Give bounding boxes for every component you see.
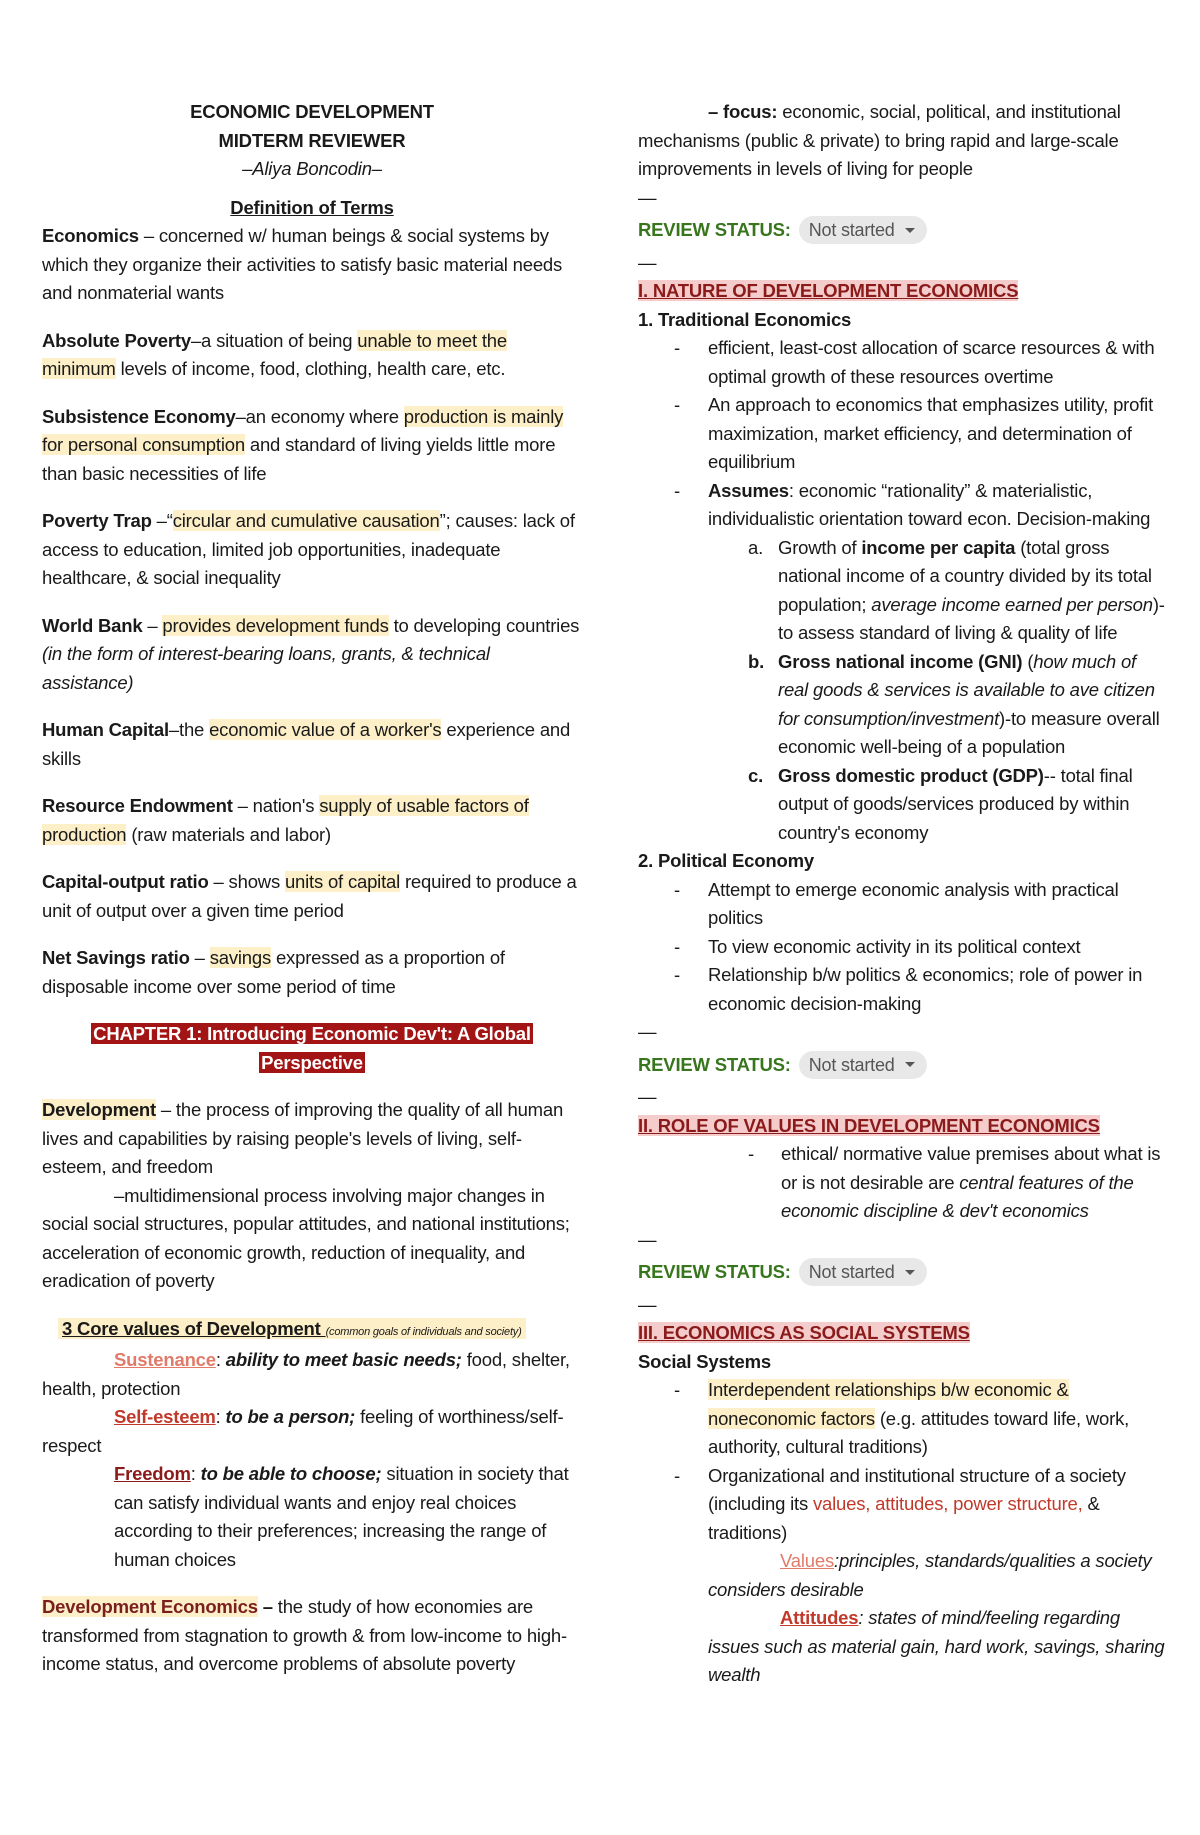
def-human-capital: Human Capital–the economic value of a worker's experience and skills bbox=[42, 719, 571, 769]
review-status-label: REVIEW STATUS: bbox=[638, 219, 791, 240]
dash-separator: — bbox=[638, 1293, 657, 1315]
measures-list bbox=[638, 534, 1168, 848]
list-item: - Attempt to emerge economic analysis with practical politics bbox=[638, 876, 1168, 933]
chevron-down-icon bbox=[905, 1270, 915, 1275]
list-item: - Relationship b/w politics & economics; role of power in economic decision-making bbox=[638, 961, 1168, 1018]
list-item: - Interdependent relationships b/w economic & noneconomic factors (e.g. attitudes toward life, work, authority, cultural traditions) bbox=[638, 1376, 1168, 1462]
dash-separator: — bbox=[638, 1021, 657, 1042]
def-subsistence: Subsistence Economy–an economy where production is mainly for personal consumption and standard of living yields little more than basic necessities of life bbox=[42, 405, 564, 484]
list-item: - To view economic activity in its political context bbox=[638, 933, 1168, 962]
def-net-savings: Net Savings ratio – savings expressed as a proportion of disposable income over some period of time bbox=[42, 947, 505, 997]
core-values-heading: 3 Core values of Development (common goals of individuals and society) bbox=[42, 1315, 582, 1347]
list-item: - Organizational and institutional structure of a society (including its values, attitudes, power structure, & traditions) bbox=[638, 1462, 1168, 1548]
list-item: - efficient, least-cost allocation of scarce resources & with optimal growth of these resources overtime bbox=[638, 334, 1168, 391]
right-column bbox=[638, 98, 1168, 1690]
development-more: –multidimensional process involving major changes in social social structures, popular attitudes, and national institutions; acceleration of economic growth, reduction of inequality, and eradication of poverty bbox=[42, 1184, 570, 1291]
definitions-heading: Definition of Terms bbox=[230, 196, 394, 218]
def-dev-economics: Development Economics – the study of how economies are transformed from stagnation to growth & from low-income to high-income status, and overcome problems of absolute poverty bbox=[42, 1596, 567, 1674]
def-world-bank: World Bank – provides development funds to developing countries (in the form of interest-bearing loans, grants, & technical assistance) bbox=[42, 614, 580, 693]
social-systems-list bbox=[638, 1376, 1168, 1547]
def-absolute-poverty: Absolute Poverty–a situation of being unable to meet the minimum levels of income, food, clothing, health care, etc. bbox=[42, 329, 507, 379]
def-development: Development – the process of improving the quality of all human lives and capabilities by raising people's levels of living, self-esteem, and freedom bbox=[42, 1099, 564, 1177]
chapter1-heading: CHAPTER 1: Introducing Economic Dev't: A Global Perspective bbox=[93, 1023, 531, 1073]
attitudes-def: Attitudes: states of mind/feeling regarding issues such as material gain, hard work, savings, sharing wealth bbox=[708, 1607, 1165, 1685]
list-item: - Assumes: economic “rationality” & materialistic, individualistic orientation toward econ. Decision-making bbox=[638, 477, 1168, 534]
dash-separator: — bbox=[638, 1228, 657, 1250]
pol-econ-list bbox=[638, 876, 1168, 1019]
dash-separator: — bbox=[638, 1086, 657, 1107]
trad-econ-list bbox=[638, 334, 1168, 534]
def-economics: Economics – concerned w/ human beings & social systems by which they organize their activities to satisfy basic material needs and nonmaterial wants bbox=[42, 225, 563, 303]
trad-econ-heading: 1. Traditional Economics bbox=[638, 308, 852, 330]
list-item: b. Gross national income (GNI) (how much of real goods & services is available to ave citizen for consumption/investment)-to measure overall economic well-being of a population bbox=[748, 650, 1160, 757]
review-status-2 bbox=[638, 1051, 1168, 1080]
chevron-down-icon bbox=[905, 228, 915, 233]
review-status-3 bbox=[638, 1258, 1168, 1287]
review-status-dropdown[interactable]: Not started bbox=[799, 216, 927, 244]
core-self-esteem: Self-esteem: to be a person; feeling of worthiness/self-respect bbox=[42, 1406, 564, 1456]
review-status-label: REVIEW STATUS: bbox=[638, 1261, 791, 1282]
def-poverty-trap: Poverty Trap –“circular and cumulative causation”; causes: lack of access to education, limited job opportunities, inadequate healthcare, & social inequality bbox=[42, 510, 575, 588]
review-status-dropdown[interactable]: Not started bbox=[799, 1258, 927, 1286]
section2-heading: II. ROLE OF VALUES IN DEVELOPMENT ECONOMICS bbox=[638, 1114, 1100, 1136]
list-item: a. Growth of income per capita (total gross national income of a country divided by its total population; average income earned per person)- to assess standard of living & quality of life bbox=[748, 536, 1165, 643]
left-column bbox=[42, 98, 582, 1679]
doc-author: –Aliya Boncodin– bbox=[242, 158, 382, 179]
def-capital-output: Capital-output ratio – shows units of capital required to produce a unit of output over a given time period bbox=[42, 871, 577, 921]
def-resource-endowment: Resource Endowment – nation's supply of usable factors of production (raw materials and labor) bbox=[42, 795, 529, 845]
core-freedom: Freedom: to be able to choose; situation in society that can satisfy individual wants and enjoy real choices according to their preferences; increasing the range of human choices bbox=[114, 1463, 569, 1570]
section3-heading: III. ECONOMICS AS SOCIAL SYSTEMS bbox=[638, 1322, 970, 1343]
section1-heading: I. NATURE OF DEVELOPMENT ECONOMICS bbox=[638, 280, 1019, 301]
core-sustenance: Sustenance: ability to meet basic needs; food, shelter, health, protection bbox=[42, 1349, 570, 1399]
values-list bbox=[638, 1140, 1168, 1226]
list-item: - ethical/ normative value premises about what is or is not desirable are central features of the economic discipline & dev't economics bbox=[638, 1140, 1168, 1226]
review-status-1 bbox=[638, 216, 1168, 245]
values-def: Values:principles, standards/qualities a society considers desirable bbox=[708, 1550, 1152, 1600]
dash-separator: — bbox=[638, 251, 657, 273]
focus-text: – focus: economic, social, political, and institutional mechanisms (public & private) to bring rapid and large-scale improvements in levels of living for people bbox=[638, 101, 1121, 179]
pol-econ-heading: 2. Political Economy bbox=[638, 850, 814, 871]
list-item: - An approach to economics that emphasizes utility, profit maximization, market efficiency, and determination of equilibrium bbox=[638, 391, 1168, 477]
doc-title: ECONOMIC DEVELOPMENT bbox=[190, 101, 434, 122]
review-status-label: REVIEW STATUS: bbox=[638, 1053, 791, 1075]
chevron-down-icon bbox=[905, 1062, 915, 1067]
dash-separator: — bbox=[638, 186, 657, 208]
review-status-dropdown[interactable]: Not started bbox=[799, 1051, 927, 1079]
social-systems-heading: Social Systems bbox=[638, 1350, 771, 1372]
list-item: c. Gross domestic product (GDP)-- total final output of goods/services produced by within country's economy bbox=[748, 764, 1133, 843]
doc-subtitle: MIDTERM REVIEWER bbox=[218, 129, 406, 151]
